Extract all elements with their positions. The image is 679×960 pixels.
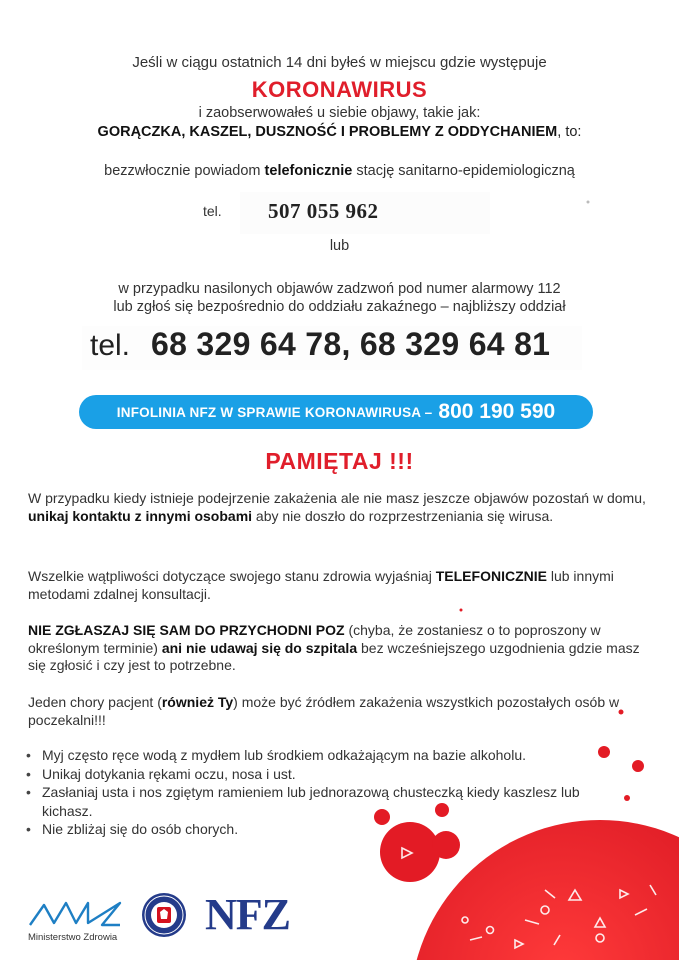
notify-pre: bezzwłocznie powiadom [104,163,265,179]
symptoms-suffix: , to: [557,124,582,140]
p4-pre: Jeden chory pacjent ( [28,694,162,710]
notify-bold: telefonicznie [264,163,353,179]
p1-post: aby nie doszło do rozprzestrzeniania się wirusa. [252,507,554,524]
hygiene-list [26,746,626,839]
p1-bold: unikaj kontaktu z innymi osobami [28,507,253,524]
notify-post: stację sanitarno-epidemiologiczną [352,163,575,179]
p2-pre: Wszelkie wątpliwości dotyczące swojego stanu zdrowia wyjaśniaj [28,568,436,584]
sanepid-phone: 507 055 962 [268,199,379,223]
p3-bold-2: ani nie udawaj się do szpitala [161,639,358,656]
symptoms-line [0,124,679,140]
p3-bold-1: NIE ZGŁASZAJ SIĘ SAM DO PRZYCHODNI POZ [28,622,345,638]
p2-bold: TELEFONICZNIE [435,568,547,584]
symptoms-list: GORĄCZKA, KASZEL, DUSZNOŚĆ I PROBLEMY Z ODDYCHANIEM [97,124,558,140]
p2-post: lub innymi metodami zdalnej konsultacji. [28,568,614,602]
nfz-logo: NFZ [205,890,290,939]
intro-line-1: Jeśli w ciągu ostatnich 14 dni byłeś w miejscu gdzie występuje [132,54,547,71]
p3-post: bez wcześniejszego uzgodnienia gdzie masz się zgłosić i czy jest to potrzebne. [28,639,640,673]
list-item: • Myj często ręce wodą z mydłem lub środkiem odkażającym na bazie alkoholu. [26,746,626,765]
intro-line-2: i zaobserwowałeś u siebie objawy, takie jak: [198,105,481,121]
p4-post: ) może być źródłem zakażenia wszystkich pozostałych osób w poczekalni!!! [28,694,620,728]
paragraph-no-clinic [28,622,658,675]
list-item: • Unikaj dotykania rękami oczu, nosa i ust. [26,765,626,784]
notify-line [0,163,679,179]
infoline-label: INFOLINIA NFZ W SPRAWIE KORONAWIRUSA – [116,404,433,420]
infoline-number: 800 190 590 [438,400,556,423]
remember-heading: PAMIĘTAJ !!! [265,448,414,474]
list-item: • Nie zbliżaj się do osób chorych. [26,820,626,839]
ward-phone-numbers: 68 329 64 78, 68 329 64 81 [151,326,551,362]
p3-mid: (chyba, że zostaniesz o to poproszony w określonym terminie) [28,622,601,656]
paragraph-phone-consult [28,568,658,603]
virus-heading: KORONAWIRUS [251,77,428,102]
infoline-banner [79,395,593,429]
p1-pre: W przypadku kiedy istnieje podejrzenie zakażenia ale nie masz jeszcze objawów pozostań w domu, [28,490,646,506]
or-text: lub [329,238,350,254]
sanitary-inspection-emblem-icon [140,891,188,939]
severe-line-2: lub zgłoś się bezpośrednio do oddziału zakaźnego – najbliższy oddział [113,299,566,315]
ward-phone-label: tel. [90,329,131,362]
p4-bold: również Ty [161,694,234,710]
paragraph-waiting-room [28,694,658,729]
list-item: • Zasłaniaj usta i nos zgiętym ramieniem lub jednorazową chusteczką kiedy kaszlesz lub kichasz. [26,783,626,820]
paragraph-stay-home [28,490,658,525]
ministry-caption: Ministerstwo Zdrowia [28,932,118,943]
severe-line-1: w przypadku nasilonych objawów zadzwoń pod numer alarmowy 112 [118,281,561,297]
ministry-mark-icon [28,895,124,931]
phone-label: tel. [203,203,222,219]
ministry-of-health-logo [28,895,124,943]
